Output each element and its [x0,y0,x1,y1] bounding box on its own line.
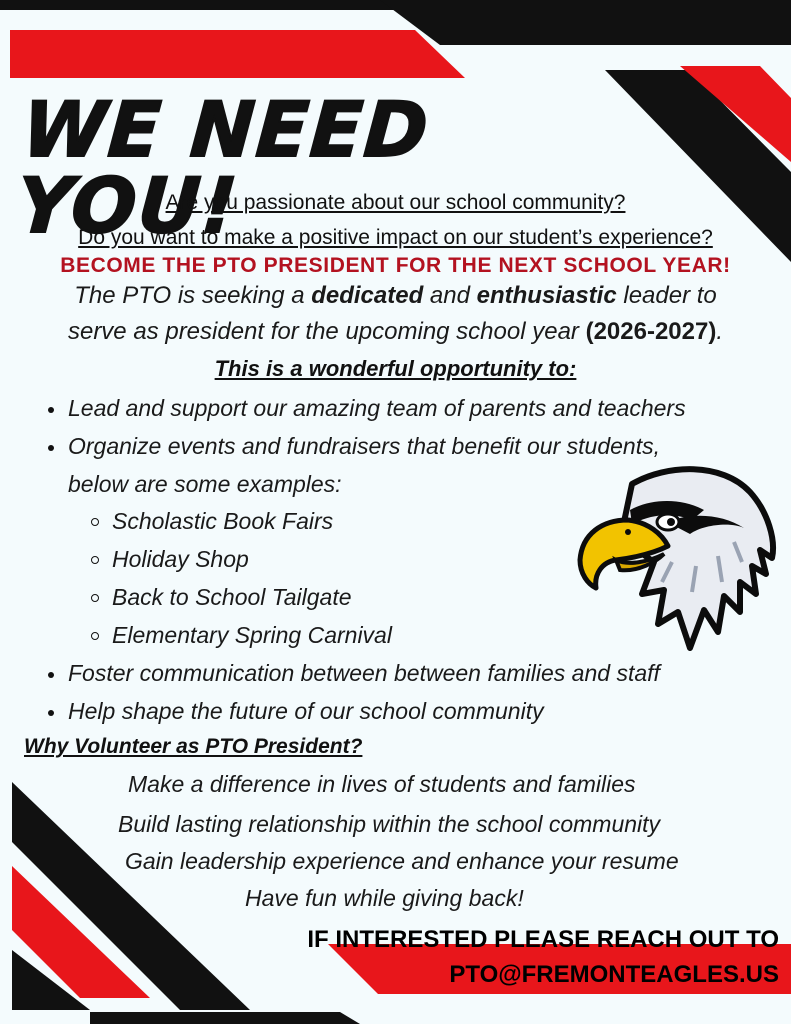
why-line: Build lasting relationship within the school community [118,811,661,837]
sub-bullet-ring [91,556,99,564]
why-line: Make a difference in lives of students and families [128,771,636,797]
bullet-dot [48,445,54,451]
bullet-shape: Help shape the future of our school community [68,698,544,724]
top-red-bar [10,30,465,78]
sub-bullet-ring [91,518,99,526]
question-passion: Are you passionate about our school community? [165,191,626,214]
bullet-organize: Organize events and fundraisers that benefit our students, [68,433,660,459]
call-title: BECOME THE PTO PRESIDENT FOR THE NEXT SCHOOL YEAR! [60,254,731,277]
why-heading: Why Volunteer as PTO President? [24,735,363,758]
why-line: Have fun while giving back! [245,885,524,911]
example-item: Scholastic Book Fairs [112,508,334,534]
intro-line-2: serve as president for the upcoming school year (2026-2027). [67,318,724,345]
eagle-head-icon [572,462,782,657]
opportunity-heading: This is a wonderful opportunity to: [214,356,577,381]
headline: WE NEED YOU! [14,85,433,250]
cta-line: IF INTERESTED PLEASE REACH OUT TO [307,926,779,953]
sub-bullet-ring [91,594,99,602]
bullet-dot [48,710,54,716]
example-item: Elementary Spring Carnival [112,622,392,648]
bullet-lead: Lead and support our amazing team of parents and teachers [68,395,686,421]
why-line: Gain leadership experience and enhance your resume [125,848,679,874]
top-black-band [380,0,791,45]
example-item: Holiday Shop [112,546,249,572]
bottom-black-band [90,1012,360,1024]
cta-email[interactable]: PTO@FREMONTEAGLES.US [449,961,779,988]
bullet-organize-cont: below are some examples: [68,471,342,497]
question-impact: Do you want to make a positive impact on our student’s experience? [78,226,713,249]
bullet-foster: Foster communication between between families and staff [68,660,660,686]
bullet-dot [48,672,54,678]
bullet-dot [48,407,54,413]
example-item: Back to School Tailgate [112,584,352,610]
intro-line-1: The PTO is seeking a dedicated and enthusiastic leader to [74,282,717,309]
sub-bullet-ring [91,632,99,640]
